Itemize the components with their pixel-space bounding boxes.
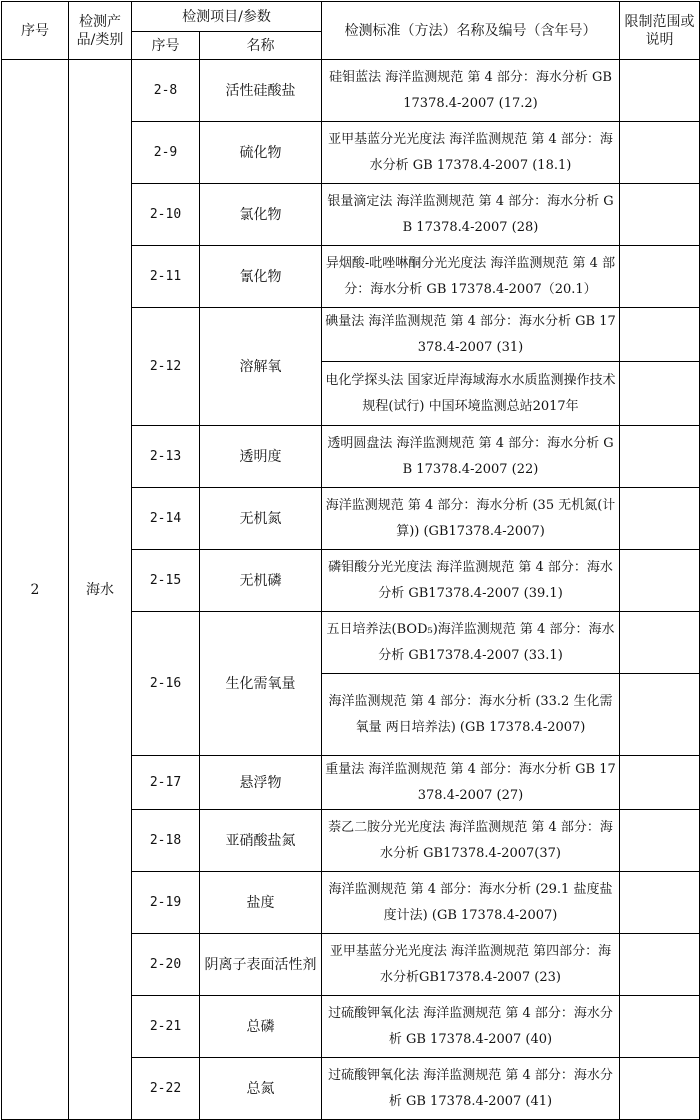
item-number: 2-13	[132, 426, 200, 488]
standard-text: 海洋监测规范 第 4 部分：海水分析 (29.1 盐度盐度计法) (GB 17378.4-2007)	[322, 872, 620, 934]
standard-text: 海洋监测规范 第 4 部分：海水分析 (35 无机氮(计算)) (GB17378.4-2007)	[322, 488, 620, 550]
item-name: 氯化物	[200, 184, 322, 246]
header-standard: 检测标准（方法）名称及编号（含年号）	[322, 2, 620, 60]
item-number: 2-12	[132, 308, 200, 426]
limit-cell	[620, 184, 700, 246]
limit-cell	[620, 246, 700, 308]
item-name: 硫化物	[200, 122, 322, 184]
standard-text: 亚甲基蓝分光光度法 海洋监测规范 第 4 部分：海水分析 GB 17378.4-2007 (18.1)	[322, 122, 620, 184]
standard-text: 萘乙二胺分光光度法 海洋监测规范 第 4 部分：海水分析 GB17378.4-2007(37)	[322, 810, 620, 872]
item-name: 总氮	[200, 1058, 322, 1120]
group-seq: 2	[2, 60, 69, 1120]
limit-cell	[620, 550, 700, 612]
item-name: 溶解氧	[200, 308, 322, 426]
limit-cell	[620, 996, 700, 1058]
item-number: 2-9	[132, 122, 200, 184]
limit-cell	[620, 810, 700, 872]
standard-text: 碘量法 海洋监测规范 第 4 部分：海水分析 GB 17378.4-2007 (31)	[322, 308, 620, 362]
standard-text: 银量滴定法 海洋监测规范 第 4 部分：海水分析 GB 17378.4-2007 (28)	[322, 184, 620, 246]
standard-text: 电化学探头法 国家近岸海域海水水质监测操作技术规程(试行) 中国环境监测总站2017年	[322, 362, 620, 426]
item-name: 无机氮	[200, 488, 322, 550]
item-name: 透明度	[200, 426, 322, 488]
header-item-group: 检测项目/参数	[132, 2, 322, 32]
standard-text: 海洋监测规范 第 4 部分：海水分析 (33.2 生化需氧量 两日培养法) (GB 17378.4-2007)	[322, 674, 620, 756]
item-name: 活性硅酸盐	[200, 60, 322, 122]
item-number: 2-21	[132, 996, 200, 1058]
group-product: 海水	[69, 60, 132, 1120]
item-name: 总磷	[200, 996, 322, 1058]
item-number: 2-10	[132, 184, 200, 246]
item-number: 2-15	[132, 550, 200, 612]
limit-cell	[620, 362, 700, 426]
limit-cell	[620, 756, 700, 810]
item-number: 2-8	[132, 60, 200, 122]
limit-cell	[620, 488, 700, 550]
item-number: 2-20	[132, 934, 200, 996]
standards-table	[1, 1, 700, 1120]
item-number: 2-16	[132, 612, 200, 756]
item-name: 氰化物	[200, 246, 322, 308]
standard-text: 重量法 海洋监测规范 第 4 部分：海水分析 GB 17378.4-2007 (27)	[322, 756, 620, 810]
limit-cell	[620, 308, 700, 362]
standard-text: 亚甲基蓝分光光度法 海洋监测规范 第四部分：海水分析GB17378.4-2007 (23)	[322, 934, 620, 996]
limit-cell	[620, 934, 700, 996]
limit-cell	[620, 60, 700, 122]
item-name: 生化需氧量	[200, 612, 322, 756]
item-name: 盐度	[200, 872, 322, 934]
header-product: 检测产品/类别	[69, 2, 132, 60]
standard-text: 过硫酸钾氧化法 海洋监测规范 第 4 部分：海水分析 GB 17378.4-2007 (40)	[322, 996, 620, 1058]
table-row	[2, 60, 700, 122]
header-item-name: 名称	[200, 32, 322, 60]
limit-cell	[620, 426, 700, 488]
header-seq: 序号	[2, 2, 69, 60]
item-number: 2-11	[132, 246, 200, 308]
standard-text: 异烟酸-吡唑啉酮分光光度法 海洋监测规范 第 4 部分：海水分析 GB 17378.4-2007（20.1）	[322, 246, 620, 308]
item-name: 无机磷	[200, 550, 322, 612]
standard-text: 过硫酸钾氧化法 海洋监测规范 第 4 部分：海水分析 GB 17378.4-2007 (41)	[322, 1058, 620, 1120]
standard-text: 五日培养法(BOD₅)海洋监测规范 第 4 部分：海水分析 GB17378.4-2007 (33.1)	[322, 612, 620, 674]
item-number: 2-17	[132, 756, 200, 810]
item-name: 亚硝酸盐氮	[200, 810, 322, 872]
limit-cell	[620, 1058, 700, 1120]
standard-text: 磷钼酸分光光度法 海洋监测规范 第 4 部分：海水分析 GB17378.4-2007 (39.1)	[322, 550, 620, 612]
item-name: 阴离子表面活性剂	[200, 934, 322, 996]
item-number: 2-18	[132, 810, 200, 872]
limit-cell	[620, 674, 700, 756]
limit-cell	[620, 872, 700, 934]
item-number: 2-14	[132, 488, 200, 550]
limit-cell	[620, 612, 700, 674]
header-item-seq: 序号	[132, 32, 200, 60]
limit-cell	[620, 122, 700, 184]
item-name: 悬浮物	[200, 756, 322, 810]
standard-text: 透明圆盘法 海洋监测规范 第 4 部分：海水分析 GB 17378.4-2007 (22)	[322, 426, 620, 488]
item-number: 2-19	[132, 872, 200, 934]
header-limit: 限制范围或说明	[620, 2, 700, 60]
standard-text: 硅钼蓝法 海洋监测规范 第 4 部分：海水分析 GB 17378.4-2007 (17.2)	[322, 60, 620, 122]
item-number: 2-22	[132, 1058, 200, 1120]
